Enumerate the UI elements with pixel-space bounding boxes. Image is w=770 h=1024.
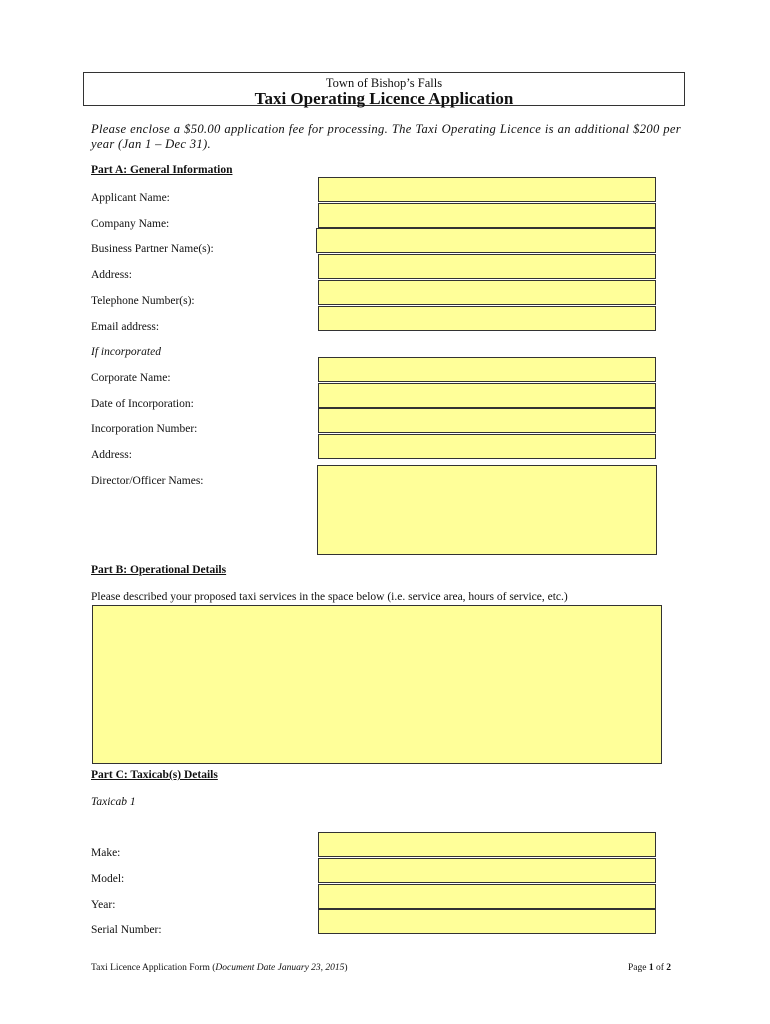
form-title: Taxi Operating Licence Application xyxy=(254,89,514,108)
incorporation-number-label: Incorporation Number: xyxy=(91,423,198,435)
address-field[interactable] xyxy=(318,254,656,279)
model-field[interactable] xyxy=(318,858,656,883)
company-name-label: Company Name: xyxy=(91,218,170,230)
make-label: Make: xyxy=(91,847,121,859)
company-name-field[interactable] xyxy=(318,203,656,228)
date-incorporation-field[interactable] xyxy=(318,383,656,408)
address-label: Address: xyxy=(91,269,132,281)
model-label: Model: xyxy=(91,873,125,885)
serial-field[interactable] xyxy=(318,909,656,934)
page-of: of xyxy=(653,963,667,973)
form-header xyxy=(83,72,685,106)
taxicab-label: Taxicab 1 xyxy=(91,796,136,808)
applicant-name-label: Applicant Name: xyxy=(91,192,170,204)
page-current: 1 xyxy=(648,963,654,973)
page-word: Page xyxy=(628,963,649,973)
corporate-name-field[interactable] xyxy=(318,357,656,382)
operational-details-field[interactable] xyxy=(92,605,662,764)
year-label: Year: xyxy=(91,899,116,911)
make-field[interactable] xyxy=(318,832,656,857)
year-field[interactable] xyxy=(318,884,656,909)
telephone-field[interactable] xyxy=(318,280,656,305)
business-partner-field[interactable] xyxy=(316,228,656,253)
date-incorporation-label: Date of Incorporation: xyxy=(91,398,194,410)
part-b-prompt: Please described your proposed taxi services in the space below (i.e. service area, hours of service, etc.) xyxy=(91,591,568,603)
footer-close-paren: ) xyxy=(344,963,348,973)
footer-page-number xyxy=(628,963,671,973)
email-label: Email address: xyxy=(91,321,160,333)
applicant-name-field[interactable] xyxy=(318,177,656,202)
if-incorporated-label: If incorporated xyxy=(91,346,161,358)
corp-address-label: Address: xyxy=(91,449,132,461)
directors-field[interactable] xyxy=(317,465,657,555)
corp-address-field[interactable] xyxy=(318,434,656,459)
intro-text: Please enclose a $50.00 application fee for processing. The Taxi Operating Licence is an additional $200 per year (Jan 1 – Dec 31). xyxy=(91,122,681,151)
footer-form-title: Taxi Licence Application Form ( xyxy=(91,963,216,973)
part-b-heading: Part B: Operational Details xyxy=(91,564,227,576)
directors-label: Director/Officer Names: xyxy=(91,475,204,487)
email-field[interactable] xyxy=(318,306,656,331)
page-total: 2 xyxy=(666,963,672,973)
footer-form-name xyxy=(91,963,348,973)
corporate-name-label: Corporate Name: xyxy=(91,372,171,384)
business-partner-label: Business Partner Name(s): xyxy=(91,243,214,255)
serial-label: Serial Number: xyxy=(91,924,162,936)
part-c-heading: Part C: Taxicab(s) Details xyxy=(91,769,218,781)
part-a-heading: Part A: General Information xyxy=(91,164,233,176)
town-name: Town of Bishop’s Falls xyxy=(325,76,443,90)
incorporation-number-field[interactable] xyxy=(318,408,656,433)
telephone-label: Telephone Number(s): xyxy=(91,295,195,307)
footer-doc-date: Document Date January 23, 2015 xyxy=(215,963,345,973)
